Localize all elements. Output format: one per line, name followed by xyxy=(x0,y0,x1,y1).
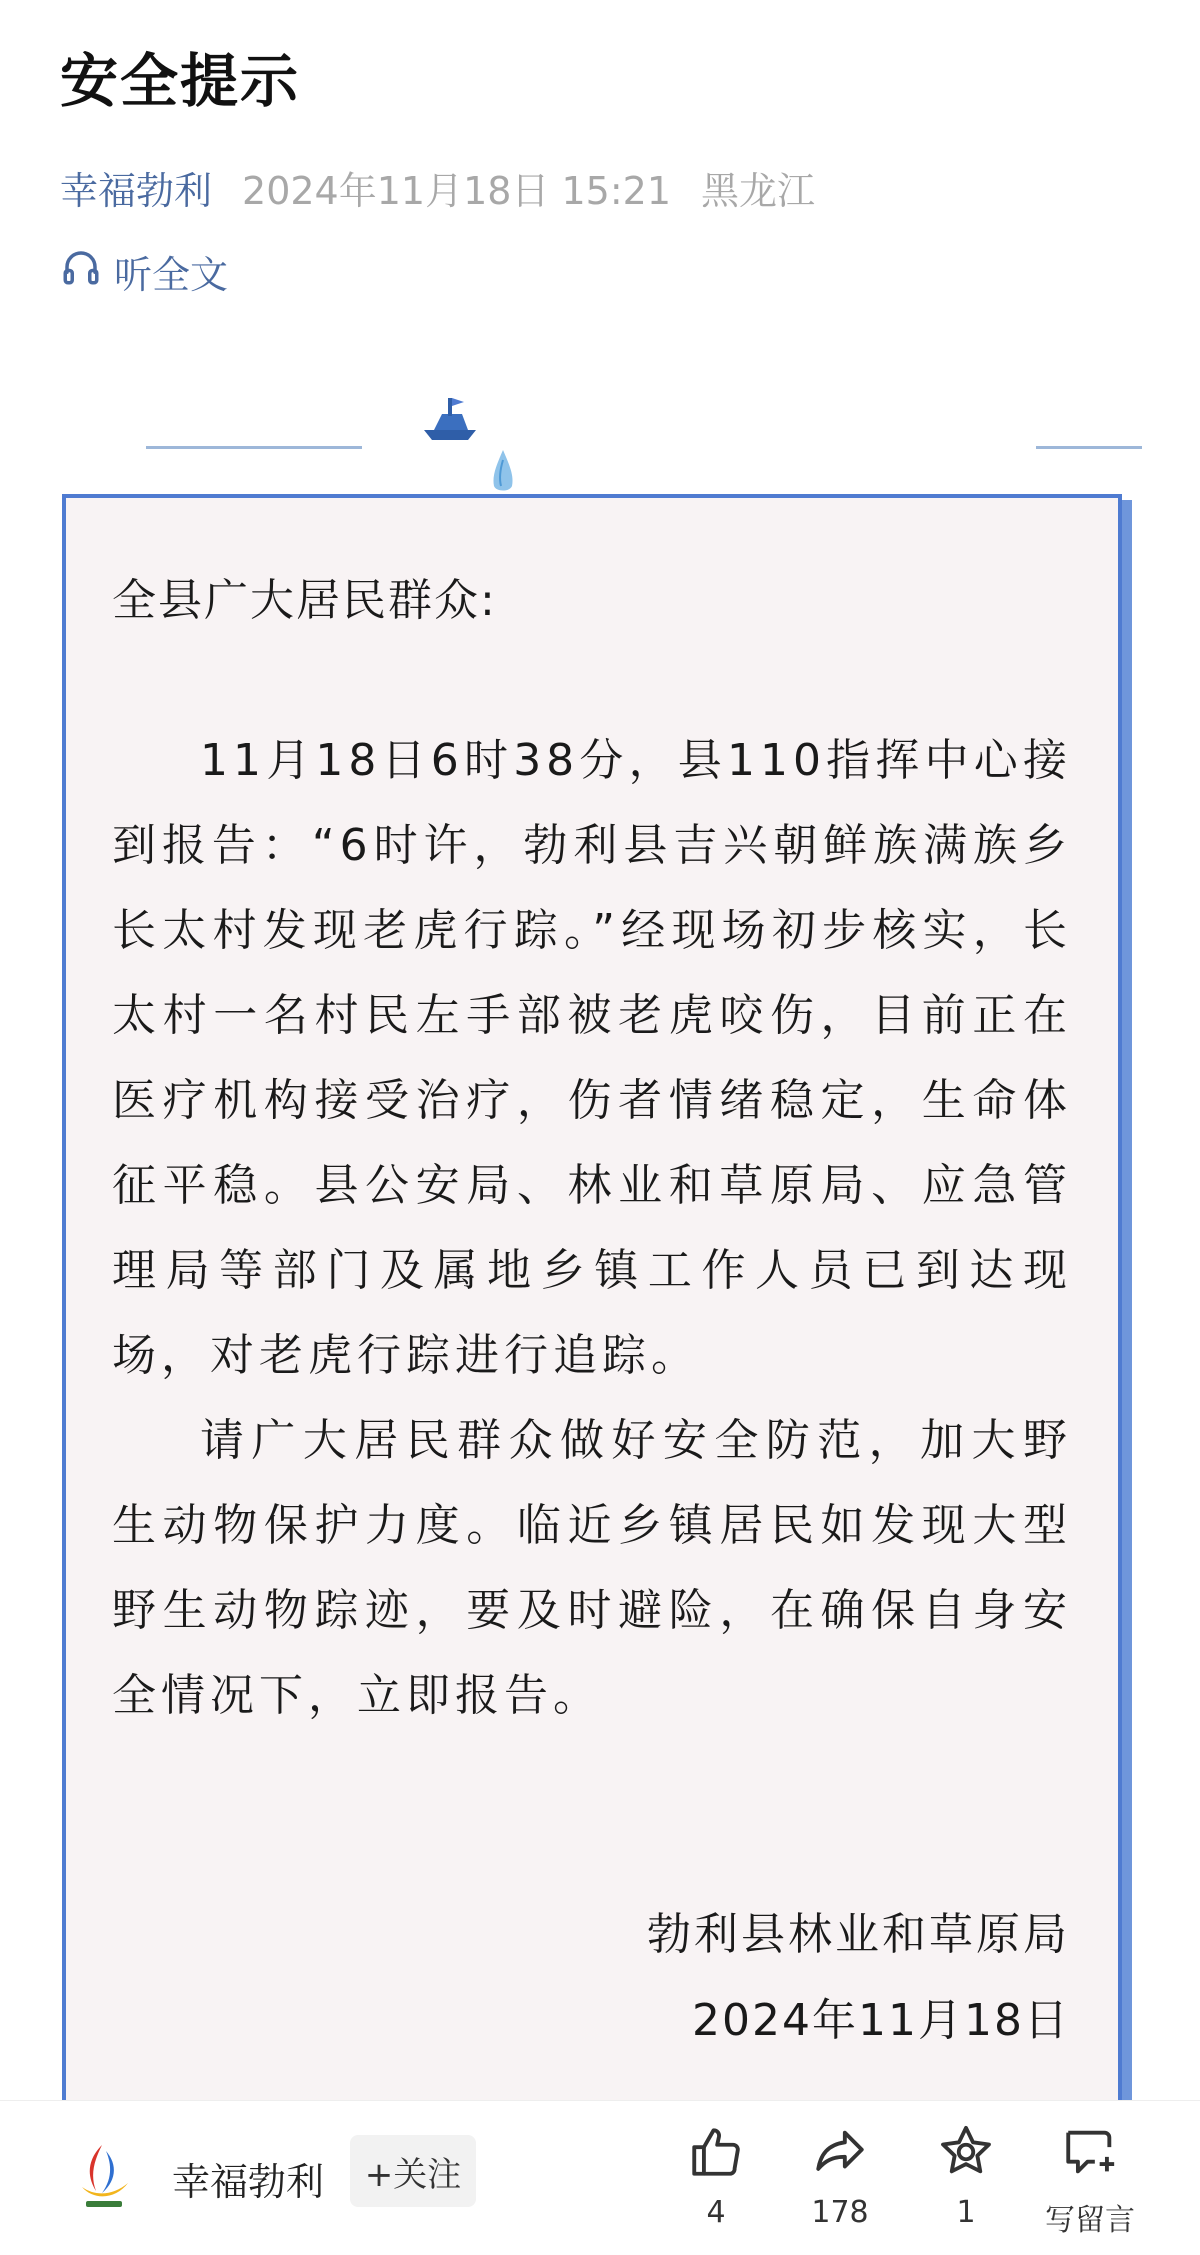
thumbs-up-icon xyxy=(687,2123,745,2181)
notice-card xyxy=(62,494,1122,2100)
like-button[interactable] xyxy=(656,2123,776,2230)
share-count: 178 xyxy=(811,2195,869,2230)
signature-organization: 勃利县林业和草原局 xyxy=(647,1909,1070,1960)
share-icon xyxy=(811,2123,869,2181)
notice-salutation: 全县广大居民群众: xyxy=(112,575,497,626)
write-comment-button[interactable] xyxy=(1030,2123,1150,2239)
region-label: 黑龙江 xyxy=(701,169,816,213)
divider-left xyxy=(146,446,362,449)
follow-button[interactable]: +关注 xyxy=(350,2135,476,2207)
listen-label: 听全文 xyxy=(114,253,229,297)
source-account-link[interactable]: 幸福勃利 xyxy=(60,169,213,213)
comment-label: 写留言 xyxy=(1045,2203,1135,2238)
notice-body xyxy=(112,718,1072,1738)
wave-decoration-icon xyxy=(488,448,518,494)
account-logo-icon[interactable] xyxy=(72,2141,136,2213)
bottom-action-bar xyxy=(0,2100,1200,2255)
ship-decoration-icon xyxy=(418,392,482,448)
signature-date: 2024年11月18日 xyxy=(692,1995,1070,2046)
favorite-count: 1 xyxy=(956,2195,976,2230)
page-title: 安全提示 xyxy=(60,47,301,115)
publish-time: 2024年11月18日 15:21 xyxy=(242,169,672,213)
headphones-icon xyxy=(60,246,102,297)
favorite-button[interactable] xyxy=(906,2123,1026,2230)
notice-paragraph: 11月18日6时38分，县110指挥中心接到报告：“6时许，勃利县吉兴朝鲜族满族乡长太村发现老虎行踪。”经现场初步核实，长太村一名村民左手部被老虎咬伤，目前正在医疗机构接受治疗，伤者情绪稳定，生命体征平稳。县公安局、林业和草原局、应急管理局等部门及属地乡镇工作人员已到达现场，对老虎行踪进行追踪。 xyxy=(112,735,1072,1381)
account-name[interactable]: 幸福勃利 xyxy=(172,2160,325,2204)
like-count: 4 xyxy=(706,2195,726,2230)
notice-paragraph: 请广大居民群众做好安全防范，加大野生动物保护力度。临近乡镇居民如发现大型野生动物踪迹，要及时避险，在确保自身安全情况下，立即报告。 xyxy=(112,1415,1072,1721)
divider-right xyxy=(1036,446,1142,449)
listen-full-text-button[interactable] xyxy=(60,244,228,299)
star-icon xyxy=(937,2123,995,2181)
article-meta xyxy=(60,160,815,215)
share-button[interactable] xyxy=(780,2123,900,2230)
comment-add-icon xyxy=(1061,2123,1119,2181)
